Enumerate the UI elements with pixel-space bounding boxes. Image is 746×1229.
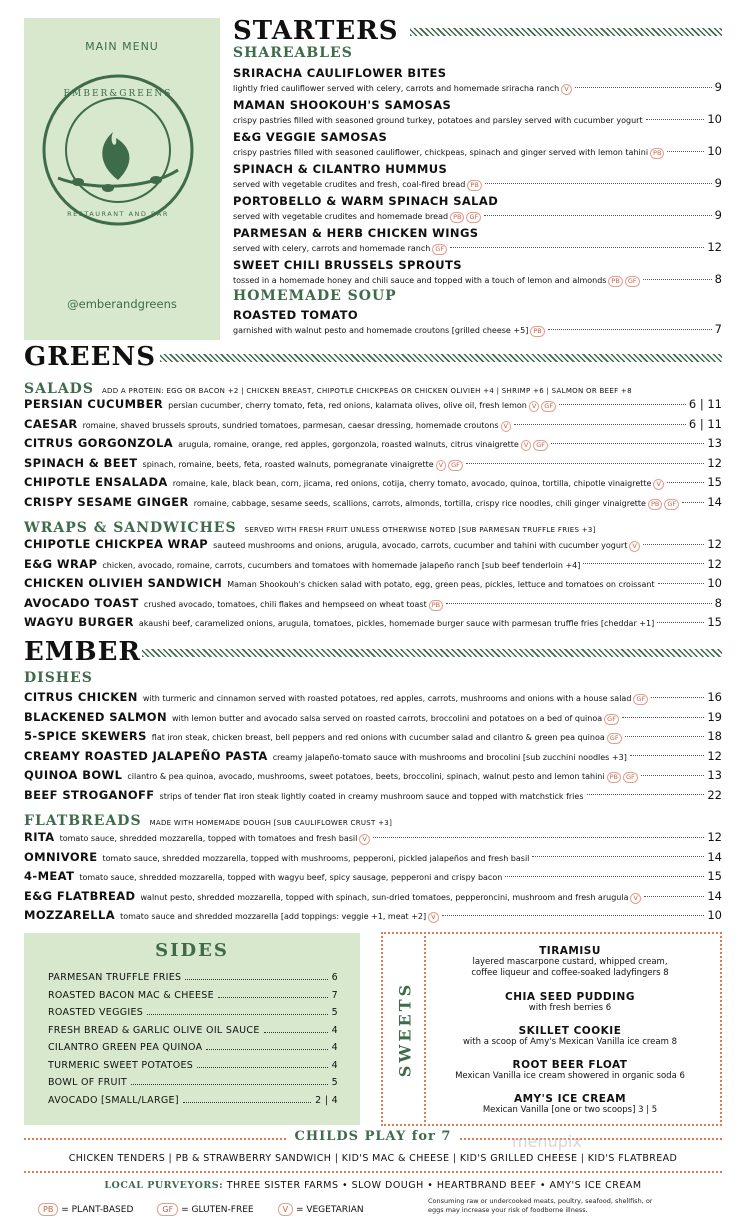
badge-gf-icon: GF (448, 460, 463, 471)
menu-item-name: CREAMY ROASTED JALAPEÑO PASTA (24, 748, 268, 763)
legend-label: = PLANT-BASED (61, 1204, 134, 1215)
badge-gf-icon: GF (604, 714, 619, 725)
legend-badge-icon: GF (157, 1203, 178, 1216)
leader-dots (651, 697, 704, 698)
menu-item-desc: tomato sauce, shredded mozzarella, topped with wagyu beef, spicy sausage, pepperoni and crispy bacon (79, 873, 503, 882)
menu-item-name: BLACKENED SALMON (24, 709, 167, 724)
leader-dots (264, 1025, 328, 1033)
menu-item-price: 18 (707, 729, 722, 743)
legend-label: = GLUTEN-FREE (181, 1204, 254, 1215)
leader-dots (485, 183, 712, 184)
menu-item-name: SPINACH & BEET (24, 455, 138, 470)
leader-dots (484, 215, 711, 216)
menu-item-row (24, 729, 722, 744)
menu-item-name: WAGYU BURGER (24, 615, 134, 629)
badge-v-icon: V (653, 479, 663, 490)
menu-item-row (24, 889, 722, 904)
menu-item-row (24, 596, 722, 611)
badge-v-icon: V (359, 834, 369, 845)
menu-item-price: 10 (707, 112, 722, 126)
svg-text:RESTAURANT AND BAR: RESTAURANT AND BAR (67, 210, 169, 218)
side-item-name: BOWL OF FRUIT (48, 1077, 128, 1088)
leader-dots (667, 482, 704, 483)
menu-item-price: 12 (707, 748, 722, 763)
menu-item-desc: flat iron steak, chicken breast, bell peppers and red onions with cucumber salad and cilantro & green pea quinoa (151, 733, 605, 742)
sweet-item-desc: with fresh berries 6 (528, 1003, 612, 1013)
leader-dots (587, 794, 705, 795)
starters-hatch (410, 28, 722, 36)
side-item (48, 1007, 338, 1018)
menu-item-name: PERSIAN CUCUMBER (24, 397, 164, 411)
menu-item-price: 10 (707, 576, 722, 590)
menu-item-row (24, 495, 722, 510)
side-item-name: PARMESAN TRUFFLE FRIES (48, 972, 182, 983)
menu-item-name: BEEF STROGANOFF (24, 787, 155, 802)
menu-item-desc: tomato sauce, shredded mozzarella, topped with tomatoes and fresh basil (59, 834, 358, 843)
menu-item-row (233, 272, 722, 287)
menu-item-desc: Maman Shookouh's chicken salad with potato, egg, green peas, pickles, lettuce and tomatoes on croissant (227, 580, 655, 589)
menu-item-desc: with lemon butter and avocado salsa served on roasted carrots, broccolini and potatoes on a bed of quinoa (172, 713, 603, 723)
leader-dots (514, 424, 686, 425)
side-item-price: 4 (331, 1024, 338, 1036)
leader-dots (583, 563, 704, 564)
legend-badge-icon: PB (38, 1203, 58, 1216)
menu-item-name: E&G FLATBREAD (24, 888, 136, 903)
leader-dots (218, 990, 328, 998)
legend (36, 1200, 416, 1218)
leader-dots (559, 404, 686, 405)
menu-item-price: 12 (707, 556, 722, 571)
menu-item-name: E&G WRAP (24, 556, 98, 571)
leader-dots (643, 544, 705, 545)
side-item (48, 990, 338, 1001)
greens-hatch (160, 354, 722, 362)
watermark: menupix (512, 1132, 582, 1151)
menu-item-desc: cilantro & pea quinoa, avocado, mushrooms, sweet potatoes, beets, broccolini, spinach, walnut pesto and lemon tahini (127, 772, 605, 781)
sweet-item-desc2: coffee liqueur and coffee-soaked ladyfingers 8 (471, 968, 669, 979)
badge-pb-icon: PB (429, 600, 443, 611)
main-menu-label: MAIN MENU (85, 40, 159, 53)
wraps-note: SERVED WITH FRESH FRUIT UNLESS OTHERWISE NOTED [SUB PARMESAN TRUFFLE FRIES +3] (244, 526, 596, 534)
menu-item-row (24, 908, 722, 923)
menu-item-desc: tomato sauce, shredded mozzarella, topped with mushrooms, pepperoni, pickled jalapeños and fresh basil (102, 853, 530, 863)
menu-item-price: 7 (714, 322, 722, 336)
leader-dots (667, 151, 704, 152)
menu-item-row (233, 208, 722, 223)
sweet-item (420, 945, 720, 979)
badge-gf-icon: GF (623, 772, 638, 783)
ember-hatch (142, 649, 722, 657)
menu-item-row (233, 144, 722, 159)
menu-item-name: CAESAR (24, 416, 78, 431)
leader-dots (646, 119, 705, 120)
sweet-item-name: CHIA SEED PUDDING (505, 991, 635, 1003)
leader-dots (625, 736, 705, 737)
badge-v-icon: V (529, 401, 539, 412)
menu-item-name: SWEET CHILI BRUSSELS SPROUTS (233, 258, 462, 272)
badge-gf-icon: GF (625, 276, 640, 287)
side-item-price: 6 (331, 972, 338, 983)
menu-item-name: OMNIVORE (24, 849, 98, 864)
menu-item-desc: akaushi beef, caramelized onions, arugula, tomatoes, pickles, homemade burger sauce with parmesan truffle fries [cheddar +1] (138, 619, 655, 628)
side-item-name: TURMERIC SWEET POTATOES (48, 1059, 194, 1071)
sweet-item-desc: Mexican Vanilla [one or two scoops] 3 | 5 (482, 1105, 658, 1115)
menu-item-desc: served with vegetable crudites and fresh, coal-fired bread (233, 180, 466, 189)
menu-item-name: AVOCADO TOAST (24, 595, 139, 610)
ember-title: EMBER (24, 637, 141, 667)
salads-note: ADD A PROTEIN: EGG OR BACON +2 | CHICKEN BREAST, CHIPOTLE CHICKPEAS OR CHICKEN OLIVIEH +4 | SHRIMP +6 | SALMON OR BEEF +8 (101, 387, 632, 395)
menu-item-desc: romaine, kale, black bean, corn, jicama, red onions, cotija, cherry tomato, avocado, quinoa, tortilla, chipotle vinaigrette (172, 479, 652, 488)
soup-title: HOMEMADE SOUP (233, 288, 397, 304)
menu-item-row (24, 615, 722, 629)
leader-dots (147, 1007, 328, 1015)
menu-item-desc: spinach, romaine, beets, feta, roasted walnuts, pomegranate vinaigrette (142, 459, 434, 469)
menu-item-desc: creamy jalapeño-tomato sauce with mushrooms and brocolini [sub zucchini noodles +3] (272, 752, 627, 762)
menu-item-row (24, 788, 722, 802)
flat-title: FLATBREADS (24, 813, 142, 829)
menu-item-row (24, 436, 722, 451)
leader-dots (644, 896, 704, 897)
greens-title: GREENS (24, 342, 156, 372)
side-item (48, 1025, 338, 1036)
side-item-price: 4 (331, 1059, 338, 1071)
menu-item-row (24, 768, 722, 783)
sweet-item-desc: layered mascarpone custard, whipped cream, (472, 957, 668, 967)
badge-gf-icon: GF (466, 212, 481, 223)
side-item (48, 1077, 338, 1088)
menu-item-desc: chicken, avocado, romaine, carrots, cucumbers and tomatoes with homemade jalapeño ranch [sub beef tenderloin +4] (102, 560, 581, 570)
menu-item-price: 15 (707, 615, 722, 629)
badge-gf-icon: GF (533, 440, 548, 451)
logo-emblem (38, 70, 198, 230)
badge-gf-icon: GF (633, 694, 648, 705)
leader-dots (466, 463, 704, 464)
menu-item-name: MAMAN SHOOKOUH'S SAMOSAS (233, 98, 452, 112)
sweet-item-name: ROOT BEER FLOAT (512, 1059, 628, 1071)
badge-v-icon: V (521, 440, 531, 451)
sweet-item-desc: with a scoop of Amy's Mexican Vanilla ice cream 8 (462, 1037, 678, 1047)
menu-item-name: ROASTED TOMATO (233, 308, 359, 322)
badge-pb-icon: PB (650, 148, 664, 159)
sweet-item-name: TIRAMISU (539, 945, 601, 957)
shareables-title: SHAREABLES (233, 45, 353, 61)
flatbreads-list (24, 830, 722, 930)
leader-dots (551, 443, 704, 444)
menu-item-name: 5-SPICE SKEWERS (24, 729, 147, 743)
side-item-name: CILANTRO GREEN PEA QUINOA (48, 1042, 203, 1053)
leader-dots (442, 915, 705, 916)
menu-item-price: 16 (707, 690, 722, 704)
flat-note: MADE WITH HOMEMADE DOUGH [SUB CAULIFLOWER CRUST +3] (149, 819, 393, 827)
menu-item-desc: served with celery, carrots and homemade ranch (233, 244, 431, 253)
badge-v-icon: V (630, 893, 640, 904)
legend-badge-icon: V (278, 1203, 293, 1216)
sweet-item-name: AMY'S ICE CREAM (513, 1093, 627, 1105)
badge-v-icon: V (436, 460, 446, 471)
menu-item-name: PARMESAN & HERB CHICKEN WINGS (233, 226, 479, 240)
leader-dots (373, 837, 705, 838)
menu-item-row (233, 112, 722, 126)
wraps-title: WRAPS & SANDWICHES (24, 520, 237, 536)
menu-item-name: QUINOA BOWL (24, 768, 123, 782)
sweet-item (420, 1025, 720, 1048)
menu-item-name: SPINACH & CILANTRO HUMMUS (233, 162, 448, 176)
badge-pb-icon: PB (450, 212, 464, 223)
menu-item-row (24, 456, 722, 471)
sweet-item-name: SKILLET COOKIE (518, 1025, 622, 1037)
leader-dots (185, 972, 327, 980)
menu-item-desc: romaine, shaved brussels sprouts, sundried tomatoes, parmesan, caesar dressing, homemade croutons (82, 420, 499, 430)
menu-item-name: CITRUS GORGONZOLA (24, 436, 174, 450)
legend-label: = VEGETARIAN (295, 1204, 364, 1215)
menu-item-desc: crispy pastries filled with seasoned ground turkey, potatoes and parsley served with cucumber yogurt (233, 116, 643, 125)
leader-dots (548, 329, 712, 330)
menu-item-name: PORTOBELLO & WARM SPINACH SALAD (233, 194, 499, 208)
menu-item-desc: served with vegetable crudites and homemade bread (233, 212, 449, 221)
menu-item-price: 6 | 11 (688, 397, 722, 411)
side-item-price: 5 (331, 1007, 338, 1018)
salads-list (24, 397, 722, 513)
menu-item-price: 12 (707, 455, 722, 470)
childs-title (24, 1129, 722, 1144)
menu-item-row (24, 690, 722, 705)
purveyors-label: LOCAL PURVEYORS: (104, 1180, 224, 1191)
leader-dots (575, 87, 712, 88)
leader-dots (682, 502, 704, 503)
leader-dots (641, 775, 705, 776)
menu-item-desc: strips of tender flat iron steak lightly coated in creamy mushroom sauce and topped with matchstick fries (159, 791, 584, 801)
leader-dots (658, 583, 705, 584)
leader-dots (197, 1060, 328, 1068)
menu-item-name: RITA (24, 830, 55, 844)
menu-item-row (24, 417, 722, 432)
menu-item-price: 8 (714, 595, 722, 610)
wraps-header (24, 517, 596, 536)
menu-item-price: 6 | 11 (688, 416, 722, 431)
menu-item-price: 12 (707, 830, 722, 844)
menu-item-row (24, 576, 722, 590)
badge-v-icon: V (561, 84, 571, 95)
side-item-name: ROASTED VEGGIES (48, 1007, 144, 1018)
childs-items: CHICKEN TENDERS | PB & STRAWBERRY SANDWICH | KID'S MAC & CHEESE | KID'S GRILLED CHEESE | KID'S FLATBREAD (68, 1153, 678, 1164)
menu-item-desc: tossed in a homemade honey and chili sauce and topped with a touch of lemon and almonds (233, 276, 607, 285)
starters-title: STARTERS (233, 16, 399, 46)
side-item (48, 1095, 338, 1106)
menu-item-price: 22 (707, 787, 722, 802)
menu-item-row (24, 869, 722, 883)
menu-item-price: 12 (707, 537, 722, 551)
sweet-item-desc: Mexican Vanilla ice cream showered in organic soda 6 (455, 1071, 685, 1081)
legend-item (155, 1203, 253, 1216)
badge-gf-icon: GF (432, 244, 447, 255)
menu-item-desc: tomato sauce and shredded mozzarella [add toppings: veggie +1, meat +2] (120, 912, 427, 921)
purveyors-list: THREE SISTER FARMS • SLOW DOUGH • HEARTBRAND BEEF • AMY'S ICE CREAM (226, 1180, 642, 1191)
side-item (48, 972, 338, 983)
menu-item-desc: sauteed mushrooms and onions, arugula, avocado, carrots, cucumber and tahini with cucumber yogurt (213, 541, 628, 550)
badge-pb-icon: PB (608, 276, 622, 287)
menu-item-price: 13 (707, 768, 722, 782)
menu-item-name: CHIPOTLE CHICKPEA WRAP (24, 537, 209, 551)
menu-item-row (24, 710, 722, 725)
menu-item-price: 9 (714, 208, 722, 222)
badge-pb-icon: PB (467, 180, 481, 191)
purveyors-line (24, 1180, 722, 1191)
wraps-list (24, 537, 722, 637)
menu-item-name: MOZZARELLA (24, 908, 116, 922)
health-warning: Consuming raw or undercooked meats, poultry, seafood, shellfish, or eggs may increase your risk of foodborne illness. (428, 1197, 653, 1214)
menu-item-price: 9 (714, 176, 722, 190)
side-item-price: 4 (331, 1042, 338, 1053)
leader-dots (532, 856, 704, 857)
menu-item-desc: arugula, romaine, orange, red apples, gorgonzola, roasted walnuts, citrus vinaigrette (178, 440, 519, 449)
side-item (48, 1060, 338, 1071)
menu-item-desc: crushed avocado, tomatoes, chili flakes and hempseed on wheat toast (143, 599, 427, 609)
legend-item (276, 1203, 364, 1216)
menu-item-row (24, 537, 722, 552)
menu-item-name: CITRUS CHICKEN (24, 690, 138, 704)
menu-item-name: CHICKEN OLIVIEH SANDWICH (24, 576, 223, 590)
badge-pb-icon: PB (530, 326, 544, 337)
menu-item-price: 13 (707, 436, 722, 450)
salads-header (24, 378, 632, 397)
menu-item-price: 12 (707, 240, 722, 254)
starters-list (233, 66, 722, 291)
menu-item-row (233, 240, 722, 255)
leader-dots (643, 279, 712, 280)
badge-gf-icon: GF (664, 499, 679, 510)
menu-item-row (233, 322, 722, 337)
side-item-name: AVOCADO [SMALL/LARGE] (48, 1094, 179, 1106)
dishes-title: DISHES (24, 670, 93, 686)
badge-gf-icon: GF (607, 733, 622, 744)
menu-item-row (24, 749, 722, 763)
menu-item-name: CHIPOTLE ENSALADA (24, 475, 168, 489)
sweet-item (420, 1093, 720, 1116)
svg-text:EMBER&GREENS: EMBER&GREENS (63, 89, 173, 99)
menu-item-price: 14 (707, 494, 722, 509)
menu-item-desc: garnished with walnut pesto and homemade croutons [grilled cheese +5] (233, 326, 529, 335)
menu-item-row (24, 850, 722, 864)
soup-list (233, 308, 722, 340)
leader-dots (622, 717, 704, 718)
menu-item-desc: romaine, cabbage, sesame seeds, scallions, carrots, almonds, tortilla, crispy rice noodles, chili ginger vinaigrette (193, 498, 646, 508)
salads-title: SALADS (24, 381, 94, 397)
dishes-list (24, 690, 722, 810)
menu-item-name: 4-MEAT (24, 869, 75, 883)
leader-dots (446, 603, 712, 604)
leader-dots (131, 1077, 328, 1085)
badge-gf-icon: GF (541, 401, 556, 412)
menu-item-name: SRIRACHA CAULIFLOWER BITES (233, 66, 447, 80)
side-item-name: FRESH BREAD & GARLIC OLIVE OIL SAUCE (48, 1024, 260, 1036)
menu-item-price: 10 (707, 908, 722, 922)
badge-v-icon: V (629, 541, 639, 552)
leader-dots (183, 1095, 311, 1103)
menu-item-desc: persian cucumber, cherry tomato, feta, red onions, kalamata olives, olive oil, fresh lemon (168, 401, 527, 410)
menu-item-row (233, 176, 722, 191)
menu-item-row (24, 557, 722, 571)
side-item-price: 7 (331, 989, 338, 1001)
menu-item-price: 15 (707, 869, 722, 883)
menu-item-name: CRISPY SESAME GINGER (24, 494, 189, 509)
menu-item-desc: with turmeric and cinnamon served with roasted potatoes, red apples, carrots, mushrooms and onions with a house salad (142, 694, 632, 703)
side-item-price: 2 | 4 (315, 1094, 338, 1106)
menu-item-desc: walnut pesto, shredded mozzarella, topped with spinach, sun-dried tomatoes, pepperoncini, mushroom and fresh arugula (140, 892, 629, 902)
menu-item-price: 8 (714, 272, 722, 286)
side-item (48, 1042, 338, 1053)
handle[interactable]: @emberandgreens (67, 297, 177, 311)
sweets-title: SWEETS (395, 981, 415, 1078)
menu-item-desc: crispy pastries filled with seasoned cauliflower, chickpeas, spinach and ginger served with lemon tahini (233, 148, 649, 157)
menu-item-row (24, 475, 722, 490)
childs-title-text: CHILDS PLAY for 7 (287, 1129, 460, 1144)
leader-dots (450, 247, 704, 248)
menu-item-price: 9 (714, 80, 722, 94)
legend-item (36, 1203, 133, 1216)
menu-item-name: E&G VEGGIE SAMOSAS (233, 130, 388, 144)
badge-v-icon: V (501, 421, 511, 432)
leader-dots (630, 755, 705, 756)
menu-item-row (24, 830, 722, 845)
menu-item-price: 19 (707, 709, 722, 724)
leader-dots (657, 622, 704, 623)
badge-v-icon: V (428, 912, 438, 923)
menu-item-row (24, 397, 722, 412)
side-item-price: 5 (331, 1077, 338, 1088)
menu-item-row (233, 80, 722, 95)
sweet-item (420, 1059, 720, 1082)
menu-item-desc: lightly fried cauliflower served with celery, carrots and homemade sriracha ranch (233, 84, 560, 93)
menu-item-price: 15 (707, 475, 722, 489)
menu-item-price: 10 (707, 144, 722, 158)
side-item-name: ROASTED BACON MAC & CHEESE (48, 989, 214, 1001)
menu-item-price: 14 (707, 849, 722, 864)
purveyors-divider (24, 1171, 722, 1173)
badge-pb-icon: PB (648, 499, 662, 510)
badge-pb-icon: PB (607, 772, 621, 783)
menu-item-price: 14 (707, 888, 722, 903)
leader-dots (206, 1042, 327, 1050)
sides-title: SIDES (155, 940, 229, 961)
leader-dots (505, 876, 704, 877)
flat-header (24, 810, 392, 829)
sweet-item (420, 991, 720, 1014)
